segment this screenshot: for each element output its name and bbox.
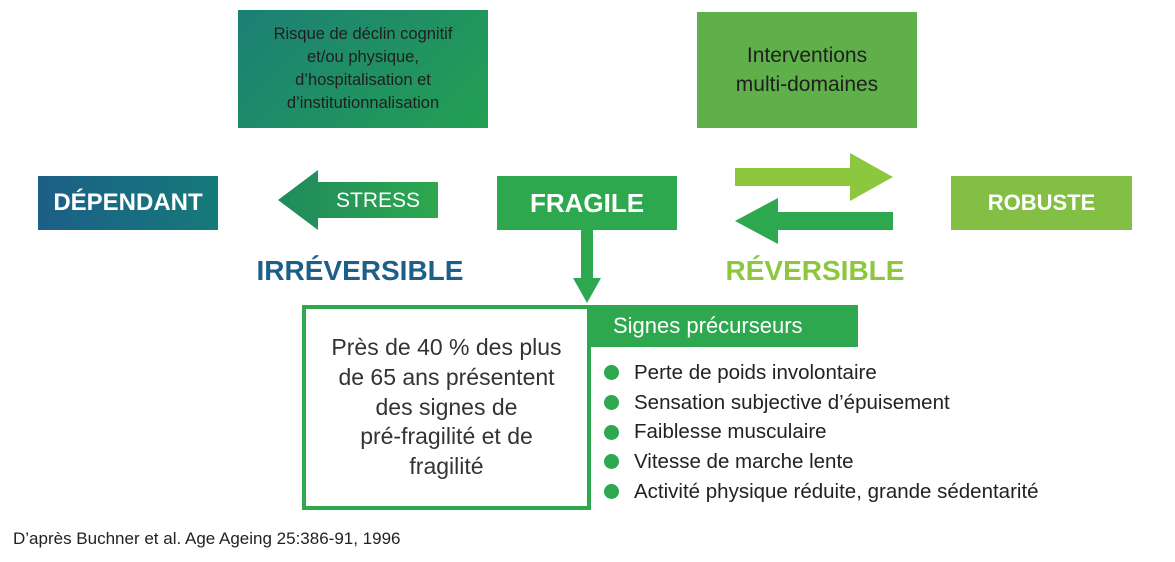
- sign-text: Activité physique réduite, grande sédentarité: [634, 479, 1039, 503]
- irreversible-label: IRRÉVERSIBLE: [256, 255, 464, 286]
- sign-text: Sensation subjective d’épuisement: [634, 390, 950, 414]
- arrow-down-from-fragile: [573, 230, 601, 303]
- list-item: [604, 358, 1164, 388]
- risk-box: Risque de déclin cognitif et/ou physique, d’hospitalisation et d’institutionnalisation: [238, 10, 488, 128]
- bullet-icon: [604, 454, 619, 469]
- arrow-to-robuste: [735, 153, 893, 201]
- reversible-label: RÉVERSIBLE: [725, 255, 905, 286]
- sign-text: Faiblesse musculaire: [634, 420, 827, 444]
- bullet-icon: [604, 365, 619, 380]
- list-item: [604, 477, 1164, 507]
- prevalence-box: Près de 40 % des plus de 65 ans présentent des signes de pré-fragilité et de fragilité: [302, 305, 591, 510]
- signs-list: [604, 358, 1164, 506]
- list-item: [604, 417, 1164, 447]
- bullet-icon: [604, 484, 619, 499]
- bullet-icon: [604, 425, 619, 440]
- state-robuste: ROBUSTE: [951, 176, 1132, 230]
- state-dependant: DÉPENDANT: [38, 176, 218, 230]
- sign-text: Vitesse de marche lente: [634, 449, 854, 473]
- stress-label: STRESS: [335, 189, 421, 212]
- signs-header: Signes précurseurs: [589, 305, 858, 347]
- list-item: [604, 447, 1164, 477]
- interventions-box: Interventions multi-domaines: [697, 12, 917, 128]
- arrow-to-fragile: [735, 198, 893, 244]
- sign-text: Perte de poids involontaire: [634, 360, 877, 384]
- source-citation: D’après Buchner et al. Age Ageing 25:386-91, 1996: [13, 529, 401, 548]
- list-item: [604, 388, 1164, 418]
- state-fragile: FRAGILE: [497, 176, 677, 230]
- bullet-icon: [604, 395, 619, 410]
